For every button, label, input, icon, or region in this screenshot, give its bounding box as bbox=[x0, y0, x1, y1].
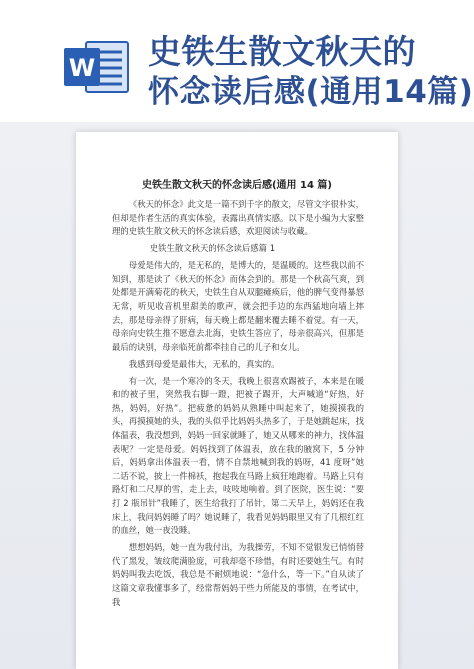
document-page bbox=[76, 132, 398, 669]
paragraph: 有一次，是一个寒冷的冬天，我晚上很喜欢踢被子，本来是在暖和的被子里，突然我右脚一蹬，把被子踢开，大声喊道“好热，好热，妈妈，好热”。把疲惫的妈妈从熟睡中叫起来了，她摸摸我的头，再摸摸她的头，我的头似乎比妈妈头热多了，于是她跳起床，找体温表，我没想到，妈妈一回家就睡了，她又从哪来的神力，找体温表呢？一定是母爱。妈妈找到了体温表，放在我的腋窝下，5 分钟后，妈妈拿出体温表一看，情不自禁地喊到我的妈呀，41 度呀”她二话不说，披上一件棉袄，抱起我在马路上疯狂地跑着。马路上只有路灯和二尺厚的雪，走上去，吱吱地响着。到了医院，医生说：“要打 2 瓶吊针”我睡了，医生给我打了吊针，第二天早上，妈妈还在我床上，我问妈妈睡了吗？她说睡了，我看见妈妈眼里又有了几根红红的血丝，她一夜没睡。 bbox=[112, 375, 364, 536]
word-doc-icon bbox=[62, 36, 132, 96]
header-banner bbox=[0, 0, 474, 120]
section-heading: 史铁生散文秋天的怀念读后感篇 1 bbox=[149, 243, 276, 254]
document-body bbox=[112, 198, 364, 613]
word-icon-letter: W bbox=[68, 54, 96, 82]
paragraph: 想想妈妈，她一直为我付出，为我操劳，不知不觉银发已悄悄替代了黑发，皱纹爬满脸庞，可我却毫不珍惜，有时还要她生气。有时妈妈叫我去吃饭，我总是不耐烦地说：“急什么，等一下。”自从读了这篇文章我懂事多了，经常帮妈妈干些力所能及的事情，在考试中，我 bbox=[112, 542, 364, 607]
paragraph: 母爱是伟大的，是无私的，是博大的，是温暖的。这些我以前不知到，那是读了《秋天的怀念》而体会到的。那是一个秋高气爽，到处都是开满菊花的秋天，史铁生自从双腿瘫痪后，他的脾气变得暴怒无常，听见收音机里甜美的歌声，就会把手边的东西猛地向墙上摔去，那是母亲得了肝病，每天晚上都是翻来覆去睡不着觉。有一天，母亲向史铁生推不愿意去北海，史铁生答应了，母亲很高兴，但那是最后的诀别，母亲临死前都牵挂自己的儿子和女儿。 bbox=[112, 260, 364, 352]
paragraph-intro: 《秋天的怀念》此文是一篇不到千字的散文，尽管文字很朴实，但却是作者生活的真实体验，表露出真情实感。以下是小编为大家整理的史铁生散文秋天的怀念读后感，欢迎阅读与收藏。 bbox=[112, 199, 364, 237]
paragraph: 我感到母爱是最伟大，无私的，真实的。 bbox=[128, 358, 280, 369]
document-title: 史铁生散文秋天的怀念读后感(通用 14 篇) bbox=[141, 180, 333, 191]
banner-title-line2: 怀念读后感(通用14篇) bbox=[148, 74, 474, 110]
document-preview-area bbox=[0, 122, 474, 669]
banner-title-line1: 史铁生散文秋天的 bbox=[148, 32, 416, 71]
